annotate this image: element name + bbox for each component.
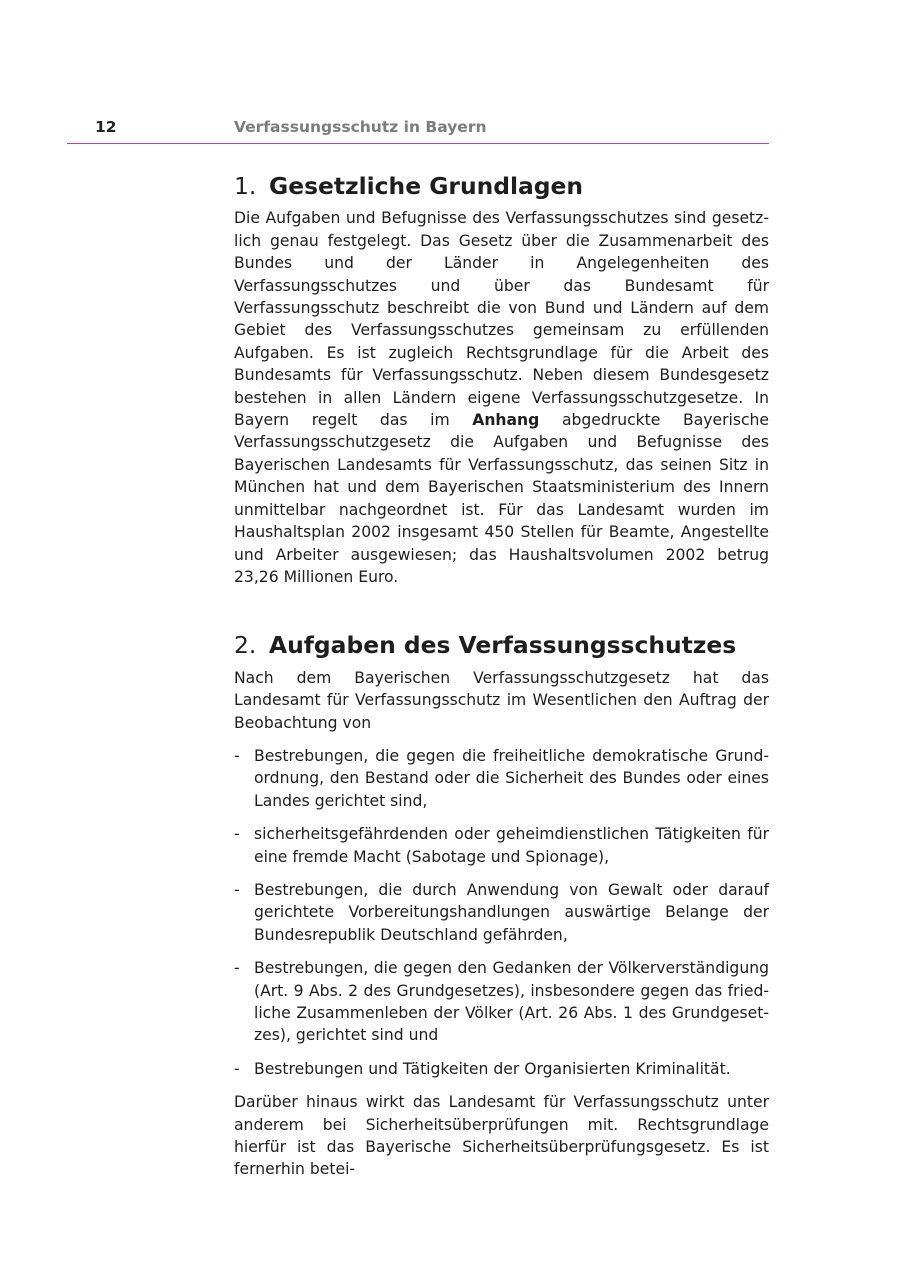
task-list xyxy=(234,745,769,1080)
section-1-number: 1. xyxy=(234,172,257,200)
list-item-text: Bestrebungen, die gegen die freiheitliche demokratische Grundordnung, den Bestand oder die Sicherheit des Bundes oder eines Landes gerichtet sind, xyxy=(254,746,769,810)
section-2-closing: Darüber hinaus wirkt das Landesamt für Verfassungsschutz unter anderem bei Sicherheitsüberprüfungen mit. Rechtsgrundlage hierfür ist das Bayerische Sicherheitsüberprüfungsgesetz. Es ist fernerhin betei- xyxy=(234,1093,769,1179)
section-1-title: Gesetzliche Grundlagen xyxy=(269,172,584,200)
list-item xyxy=(234,1058,769,1080)
list-item xyxy=(234,745,769,812)
bullet-dash: - xyxy=(234,1059,240,1078)
section-1-heading xyxy=(234,172,769,200)
bullet-dash: - xyxy=(234,746,240,765)
list-item-text: Bestrebungen, die durch Anwendung von Gewalt oder darauf gerichtete Vorbereitungshandlungen auswärtige Belange der Bundesrepublik Deutschland gefährden, xyxy=(254,880,769,944)
list-item-text: Bestrebungen und Tätigkeiten der Organisierten Kriminalität. xyxy=(254,1059,731,1078)
bullet-dash: - xyxy=(234,880,240,899)
list-item-text: sicherheitsgefährdenden oder geheimdienstlichen Tätigkeiten für eine fremde Macht (Sabotage und Spionage), xyxy=(254,825,769,866)
section-2-heading xyxy=(234,631,769,660)
section-1-paragraph xyxy=(234,207,769,588)
section-2-intro: Nach dem Bayerischen Verfassungsschutzgesetz hat das Landesamt für Verfassungsschutz im Wesentlichen den Auftrag der Beobachtung von xyxy=(234,668,769,732)
section-2-title: Aufgaben des Verfassungsschutzes xyxy=(269,631,737,660)
list-item xyxy=(234,823,769,868)
page-header xyxy=(67,116,769,144)
section-1-text-a: Die Aufgaben und Befugnisse des Verfassungsschutzes sind gesetzlich genau festgelegt. Das Gesetz über die Zusammenarbeit des Bundes und der Länder in Angelegenheiten des Verfassungsschutzes und über das Bundesamt für Verfassungsschutz beschreibt die von Bund und Ländern auf dem Gebiet des Verfassungsschutzes gemeinsam zu erfüllenden Aufgaben. Es ist zugleich Rechtsgrundlage für die Arbeit des Bundesamts für Verfassungsschutz. Neben diesem Bundesgesetz bestehen in allen Ländern eigene Verfassungsschutzgesetze. In Bayern regelt das im xyxy=(234,209,769,430)
section-1-text-b: abgedruckte Bayerische Verfassungsschutzgesetz die Aufgaben und Befugnisse des Bayerischen Landesamts für Verfassungsschutz, das seinen Sitz in München hat und dem Bayerischen Staatsministerium des Innern unmittelbar nachgeordnet ist. Für das Landesamt wurden im Haushaltsplan 2002 insgesamt 450 Stellen für Beamte, Angestellte und Arbeiter ausgewiesen; das Haushaltsvolumen 2002 betrug 23,26 Millionen Euro. xyxy=(234,411,770,586)
bullet-dash: - xyxy=(234,825,240,844)
list-item xyxy=(234,879,769,946)
section-2-number: 2. xyxy=(234,631,257,660)
page-content xyxy=(234,172,770,1181)
list-item-text: Bestrebungen, die gegen den Gedanken der Völkerverständigung (Art. 9 Abs. 2 des Grundgesetzes), insbesondere gegen das friedliche Zusammenleben der Völker (Art. 26 Abs. 1 des Grundgesetzes), gerichtet sind und xyxy=(254,959,769,1045)
list-item xyxy=(234,957,769,1047)
bullet-dash: - xyxy=(234,959,240,978)
appendix-reference: Anhang xyxy=(472,411,540,430)
running-title: Verfassungsschutz in Bayern xyxy=(234,118,487,136)
page-number: 12 xyxy=(95,118,117,136)
